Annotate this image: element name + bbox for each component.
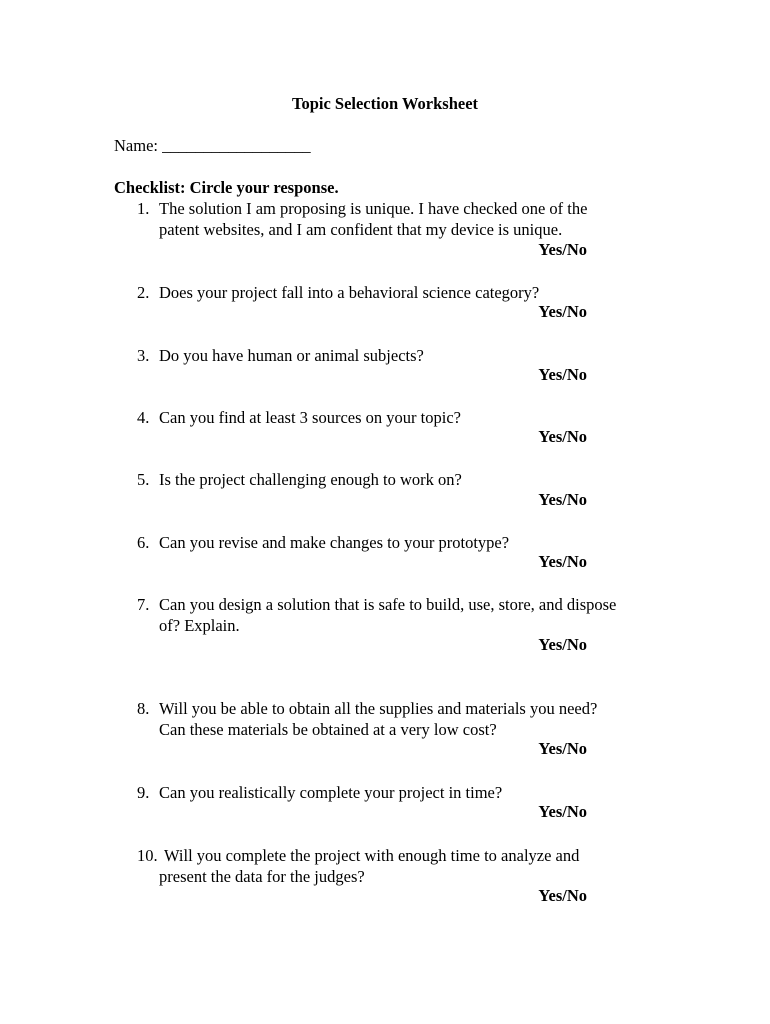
item-number: 3. xyxy=(137,346,150,365)
checklist-heading: Checklist: Circle your response. xyxy=(114,178,339,197)
yes-no-answer-2[interactable]: Yes/No xyxy=(538,302,587,321)
checklist-item-3 xyxy=(137,345,637,366)
yes-no-answer-6[interactable]: Yes/No xyxy=(538,552,587,571)
checklist-item-5 xyxy=(137,469,637,490)
item-text-line1: Can you design a solution that is safe to build, use, store, and dispose xyxy=(159,595,617,614)
item-text-line2: of? Explain. xyxy=(159,616,240,635)
checklist-item-10 xyxy=(137,845,637,887)
item-text-line1: Do you have human or animal subjects? xyxy=(159,346,424,365)
checklist-item-7 xyxy=(137,594,637,636)
item-text-line1: Will you be able to obtain all the supplies and materials you need? xyxy=(159,699,598,718)
item-text-line2: Can these materials be obtained at a very low cost? xyxy=(159,720,497,739)
item-number: 8. xyxy=(137,699,150,718)
checklist-item-8 xyxy=(137,698,637,740)
item-text-line1: The solution I am proposing is unique. I have checked one of the xyxy=(159,199,588,218)
yes-no-answer-4[interactable]: Yes/No xyxy=(538,427,587,446)
item-text-line1: Does your project fall into a behavioral science category? xyxy=(159,283,540,302)
item-text-line1: Can you revise and make changes to your prototype? xyxy=(159,533,510,552)
checklist-item-2 xyxy=(137,282,637,303)
checklist-item-1 xyxy=(137,198,637,240)
checklist-item-9 xyxy=(137,782,637,803)
checklist-item-6 xyxy=(137,532,637,553)
yes-no-answer-10[interactable]: Yes/No xyxy=(538,886,587,905)
item-text-line1: Can you realistically complete your project in time? xyxy=(159,783,503,802)
yes-no-answer-1[interactable]: Yes/No xyxy=(538,240,587,259)
item-text-line2: present the data for the judges? xyxy=(159,867,365,886)
item-number: 7. xyxy=(137,595,150,614)
page-title: Topic Selection Worksheet xyxy=(291,94,479,113)
item-number: 1. xyxy=(137,199,150,218)
item-text-line1: Can you find at least 3 sources on your topic? xyxy=(159,408,461,427)
yes-no-answer-3[interactable]: Yes/No xyxy=(538,365,587,384)
yes-no-answer-9[interactable]: Yes/No xyxy=(538,802,587,821)
item-text-line1: Will you complete the project with enough time to analyze and xyxy=(164,846,580,865)
item-number: 2. xyxy=(137,283,150,302)
item-text-line2: patent websites, and I am confident that my device is unique. xyxy=(159,220,563,239)
item-number: 10. xyxy=(137,846,158,865)
item-number: 9. xyxy=(137,783,150,802)
item-number: 4. xyxy=(137,408,150,427)
name-field-label: Name: __________________ xyxy=(114,136,311,155)
item-number: 6. xyxy=(137,533,150,552)
item-text-line1: Is the project challenging enough to work on? xyxy=(159,470,462,489)
checklist-item-4 xyxy=(137,407,637,428)
yes-no-answer-5[interactable]: Yes/No xyxy=(538,490,587,509)
yes-no-answer-7[interactable]: Yes/No xyxy=(538,635,587,654)
yes-no-answer-8[interactable]: Yes/No xyxy=(538,739,587,758)
item-number: 5. xyxy=(137,470,150,489)
